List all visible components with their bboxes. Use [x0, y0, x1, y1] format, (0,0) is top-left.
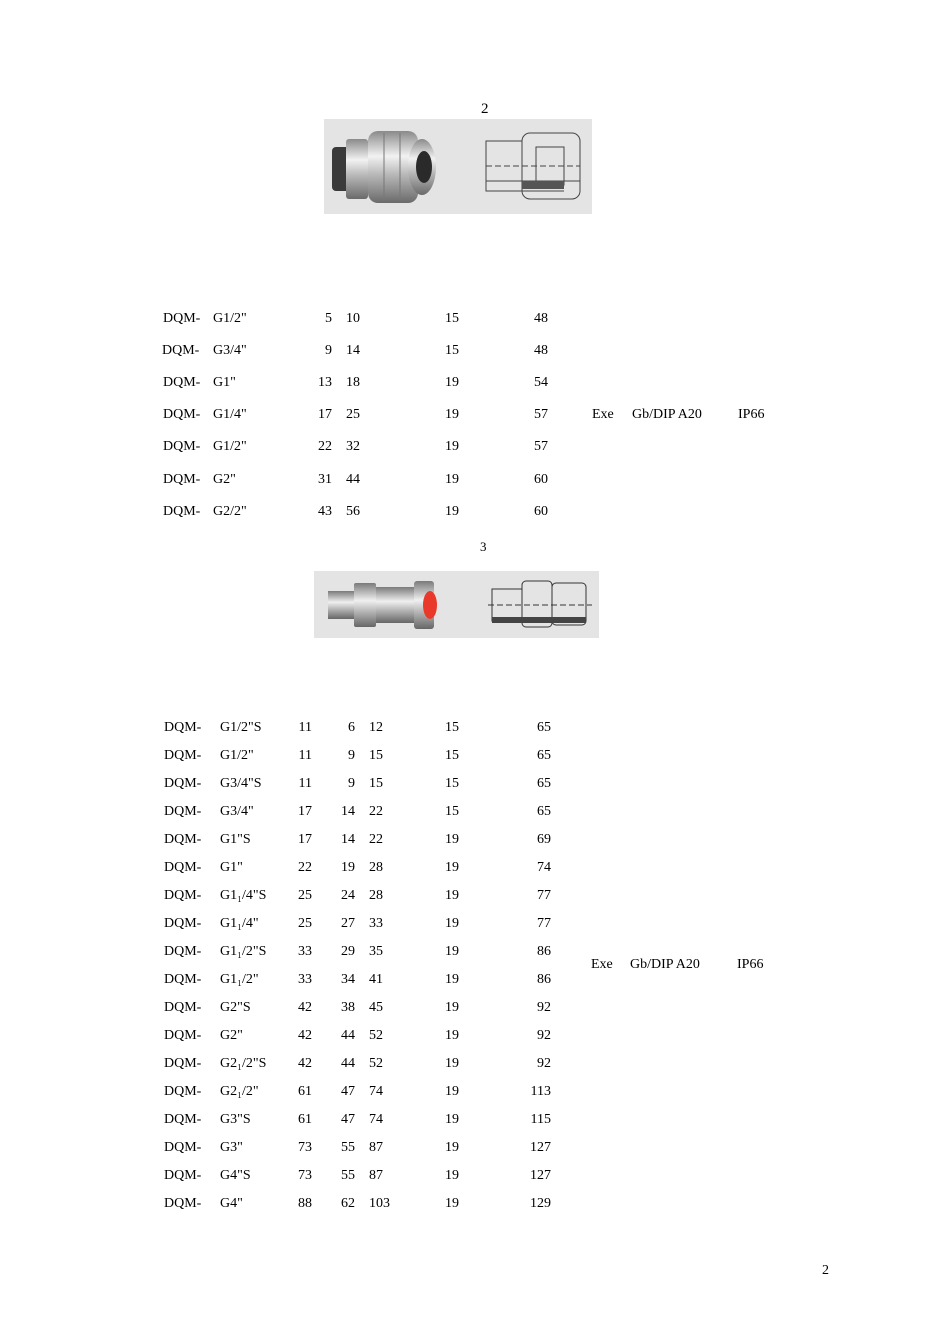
- thread-cell: G1₁/4"S: [220, 888, 267, 903]
- height-cell: 65: [537, 804, 551, 819]
- thread-length-cell: 19: [445, 407, 459, 423]
- cable-dia-min-cell: 47: [341, 1084, 355, 1099]
- cable-dia-max-cell: 22: [369, 832, 383, 847]
- thread-cell: G2"S: [220, 1000, 251, 1015]
- thread-cell: G2": [220, 1028, 243, 1043]
- product-image-3: [314, 571, 599, 638]
- section-2-ex-marking: Exe: [592, 407, 614, 422]
- cable-dia-max-cell: 103: [369, 1196, 390, 1211]
- height-cell: 48: [534, 311, 548, 326]
- model-cell: DQM-: [164, 832, 202, 847]
- c-dim-cell: 88: [298, 1196, 312, 1211]
- height-cell: 77: [537, 916, 551, 931]
- height-cell: 77: [537, 888, 551, 903]
- thread-length-cell: 19: [445, 972, 459, 987]
- c-dim-cell: 33: [298, 944, 312, 959]
- thread-length-cell: 15: [445, 776, 459, 791]
- model-cell: DQM-: [164, 720, 202, 735]
- thread-cell: G1₁/2"S: [220, 944, 267, 959]
- cable-dia-max-cell: 35: [369, 944, 383, 959]
- section-3-heading: 3: [480, 539, 487, 554]
- cable-dia-max-cell: 25: [346, 407, 360, 423]
- model-cell: DQM-: [164, 1028, 202, 1043]
- model-cell: DQM-: [164, 804, 202, 819]
- height-cell: 86: [537, 972, 551, 987]
- thread-cell: G1/2": [213, 439, 247, 455]
- model-cell: DQM-: [163, 311, 201, 326]
- model-cell: DQM-: [163, 375, 201, 391]
- model-cell: DQM-: [164, 1084, 202, 1099]
- cable-dia-min-cell: 27: [341, 916, 355, 931]
- height-cell: 113: [530, 1084, 551, 1099]
- cable-dia-min-cell: 47: [341, 1112, 355, 1127]
- cable-dia-max-cell: 56: [346, 503, 360, 519]
- section-3-ex-marking: Exe: [591, 957, 613, 972]
- cable-dia-min-cell: 62: [341, 1196, 355, 1211]
- thread-length-cell: 19: [445, 1028, 459, 1043]
- cable-dia-min-cell: 5: [325, 311, 332, 326]
- cable-dia-max-cell: 15: [369, 776, 383, 791]
- cable-dia-max-cell: 87: [369, 1168, 383, 1183]
- model-cell: DQM-: [164, 776, 202, 791]
- section-3-ip-rating: IP66: [737, 957, 764, 972]
- cable-dia-min-cell: 17: [318, 407, 332, 423]
- thread-cell: G1/4": [213, 407, 247, 423]
- cable-dia-min-cell: 55: [341, 1168, 355, 1183]
- thread-cell: G1/2"S: [220, 720, 262, 735]
- cable-dia-max-cell: 52: [369, 1028, 383, 1043]
- thread-cell: G2₁/2"S: [220, 1056, 267, 1071]
- cable-dia-max-cell: 52: [369, 1056, 383, 1071]
- c-dim-cell: 22: [298, 860, 312, 875]
- thread-length-cell: 19: [445, 832, 459, 847]
- height-cell: 92: [537, 1000, 551, 1015]
- thread-length-cell: 19: [445, 860, 459, 875]
- c-dim-cell: 11: [298, 720, 312, 735]
- cable-dia-min-cell: 14: [341, 832, 355, 847]
- product-image-2: [324, 119, 592, 214]
- model-cell: DQM-: [163, 439, 201, 455]
- section-2-heading: 2: [481, 101, 489, 117]
- cable-dia-min-cell: 29: [341, 944, 355, 959]
- c-dim-cell: 25: [298, 916, 312, 931]
- thread-cell: G1/2": [220, 748, 254, 763]
- cable-dia-min-cell: 22: [318, 439, 332, 455]
- cable-dia-min-cell: 9: [325, 343, 332, 359]
- cable-dia-min-cell: 38: [341, 1000, 355, 1015]
- thread-length-cell: 19: [445, 471, 459, 487]
- thread-cell: G2/2": [213, 503, 247, 519]
- model-cell: DQM-: [164, 1000, 202, 1015]
- cable-dia-max-cell: 41: [369, 972, 383, 987]
- model-cell: DQM-: [164, 972, 202, 987]
- thread-length-cell: 19: [445, 1196, 459, 1211]
- height-cell: 127: [530, 1168, 551, 1183]
- height-cell: 65: [537, 748, 551, 763]
- cable-dia-min-cell: 13: [318, 375, 332, 391]
- thread-cell: G1": [213, 375, 236, 391]
- thread-cell: G4": [220, 1196, 243, 1211]
- page-number: 2: [822, 1263, 829, 1278]
- height-cell: 54: [534, 375, 548, 391]
- thread-cell: G1₁/2": [220, 972, 259, 987]
- section-3-group-marking: Gb/DIP A20: [630, 957, 700, 972]
- section-2-ip-rating: IP66: [738, 407, 765, 422]
- c-dim-cell: 17: [298, 804, 312, 819]
- c-dim-cell: 42: [298, 1000, 312, 1015]
- model-cell: DQM-: [164, 1196, 202, 1211]
- cable-dia-min-cell: 24: [341, 888, 355, 903]
- c-dim-cell: 11: [298, 748, 312, 763]
- cable-dia-max-cell: 28: [369, 888, 383, 903]
- height-cell: 92: [537, 1028, 551, 1043]
- thread-cell: G4"S: [220, 1168, 251, 1183]
- model-cell: DQM-: [164, 916, 202, 931]
- height-cell: 92: [537, 1056, 551, 1071]
- c-dim-cell: 73: [298, 1168, 312, 1183]
- model-cell: DQM-: [164, 1056, 202, 1071]
- model-cell: DQM-: [163, 503, 201, 519]
- c-dim-cell: 73: [298, 1140, 312, 1155]
- thread-cell: G2₁/2": [220, 1084, 259, 1099]
- thread-length-cell: 19: [445, 503, 459, 519]
- model-cell: DQM-: [164, 888, 202, 903]
- height-cell: 48: [534, 343, 548, 359]
- height-cell: 65: [537, 720, 551, 735]
- section-2-group-marking: Gb/DIP A20: [632, 407, 702, 422]
- cable-dia-max-cell: 28: [369, 860, 383, 875]
- thread-cell: G3/4"S: [220, 776, 262, 791]
- cable-dia-max-cell: 10: [346, 311, 360, 326]
- cable-dia-max-cell: 14: [346, 343, 360, 359]
- thread-length-cell: 15: [445, 804, 459, 819]
- thread-length-cell: 19: [445, 888, 459, 903]
- c-dim-cell: 61: [298, 1112, 312, 1127]
- c-dim-cell: 42: [298, 1028, 312, 1043]
- thread-length-cell: 19: [445, 1168, 459, 1183]
- cable-dia-min-cell: 9: [348, 748, 355, 763]
- height-cell: 69: [537, 832, 551, 847]
- thread-length-cell: 15: [445, 311, 459, 326]
- cable-dia-min-cell: 14: [341, 804, 355, 819]
- cable-dia-min-cell: 55: [341, 1140, 355, 1155]
- height-cell: 60: [534, 471, 548, 487]
- model-cell: DQM-: [164, 944, 202, 959]
- thread-length-cell: 15: [445, 748, 459, 763]
- cable-dia-max-cell: 87: [369, 1140, 383, 1155]
- model-cell: DQM-: [163, 407, 201, 423]
- cable-dia-min-cell: 34: [341, 972, 355, 987]
- cable-dia-max-cell: 12: [369, 720, 383, 735]
- thread-length-cell: 19: [445, 375, 459, 391]
- c-dim-cell: 11: [298, 776, 312, 791]
- height-cell: 65: [537, 776, 551, 791]
- height-cell: 74: [537, 860, 551, 875]
- cable-dia-max-cell: 15: [369, 748, 383, 763]
- model-cell: DQM-: [164, 860, 202, 875]
- height-cell: 60: [534, 503, 548, 519]
- model-cell: DQM-: [163, 471, 201, 487]
- cable-dia-min-cell: 31: [318, 471, 332, 487]
- height-cell: 57: [534, 439, 548, 455]
- cable-dia-min-cell: 6: [348, 720, 355, 735]
- thread-cell: G1₁/4": [220, 916, 259, 931]
- thread-length-cell: 19: [445, 1112, 459, 1127]
- thread-length-cell: 19: [445, 1140, 459, 1155]
- cable-dia-min-cell: 9: [348, 776, 355, 791]
- height-cell: 86: [537, 944, 551, 959]
- thread-length-cell: 19: [445, 1084, 459, 1099]
- cable-dia-max-cell: 45: [369, 1000, 383, 1015]
- cable-dia-min-cell: 44: [341, 1056, 355, 1071]
- c-dim-cell: 17: [298, 832, 312, 847]
- cable-dia-max-cell: 33: [369, 916, 383, 931]
- thread-cell: G3": [220, 1140, 243, 1155]
- cable-dia-max-cell: 74: [369, 1084, 383, 1099]
- thread-length-cell: 15: [445, 720, 459, 735]
- thread-length-cell: 19: [445, 916, 459, 931]
- thread-cell: G2": [213, 471, 236, 487]
- cable-dia-max-cell: 32: [346, 439, 360, 455]
- thread-cell: G1"S: [220, 832, 251, 847]
- height-cell: 129: [530, 1196, 551, 1211]
- thread-cell: G1/2": [213, 311, 247, 326]
- c-dim-cell: 33: [298, 972, 312, 987]
- thread-length-cell: 19: [445, 1000, 459, 1015]
- thread-length-cell: 19: [445, 944, 459, 959]
- model-cell: DQM-: [164, 1140, 202, 1155]
- thread-cell: G1": [220, 860, 243, 875]
- thread-length-cell: 15: [445, 343, 459, 359]
- thread-cell: G3"S: [220, 1112, 251, 1127]
- c-dim-cell: 42: [298, 1056, 312, 1071]
- c-dim-cell: 25: [298, 888, 312, 903]
- cable-dia-min-cell: 44: [341, 1028, 355, 1043]
- height-cell: 127: [530, 1140, 551, 1155]
- c-dim-cell: 61: [298, 1084, 312, 1099]
- height-cell: 57: [534, 407, 548, 423]
- cable-dia-max-cell: 18: [346, 375, 360, 391]
- cable-dia-min-cell: 43: [318, 503, 332, 519]
- model-cell: DQM-: [164, 1112, 202, 1127]
- thread-length-cell: 19: [445, 1056, 459, 1071]
- thread-cell: G3/4": [220, 804, 254, 819]
- height-cell: 115: [530, 1112, 551, 1127]
- cable-dia-max-cell: 44: [346, 471, 360, 487]
- model-cell: DQM-: [164, 748, 202, 763]
- thread-cell: G3/4": [213, 343, 247, 359]
- cable-dia-min-cell: 19: [341, 860, 355, 875]
- cable-dia-max-cell: 22: [369, 804, 383, 819]
- model-cell: DQM-: [164, 1168, 202, 1183]
- cable-dia-max-cell: 74: [369, 1112, 383, 1127]
- model-cell: DQM-: [162, 343, 200, 359]
- thread-length-cell: 19: [445, 439, 459, 455]
